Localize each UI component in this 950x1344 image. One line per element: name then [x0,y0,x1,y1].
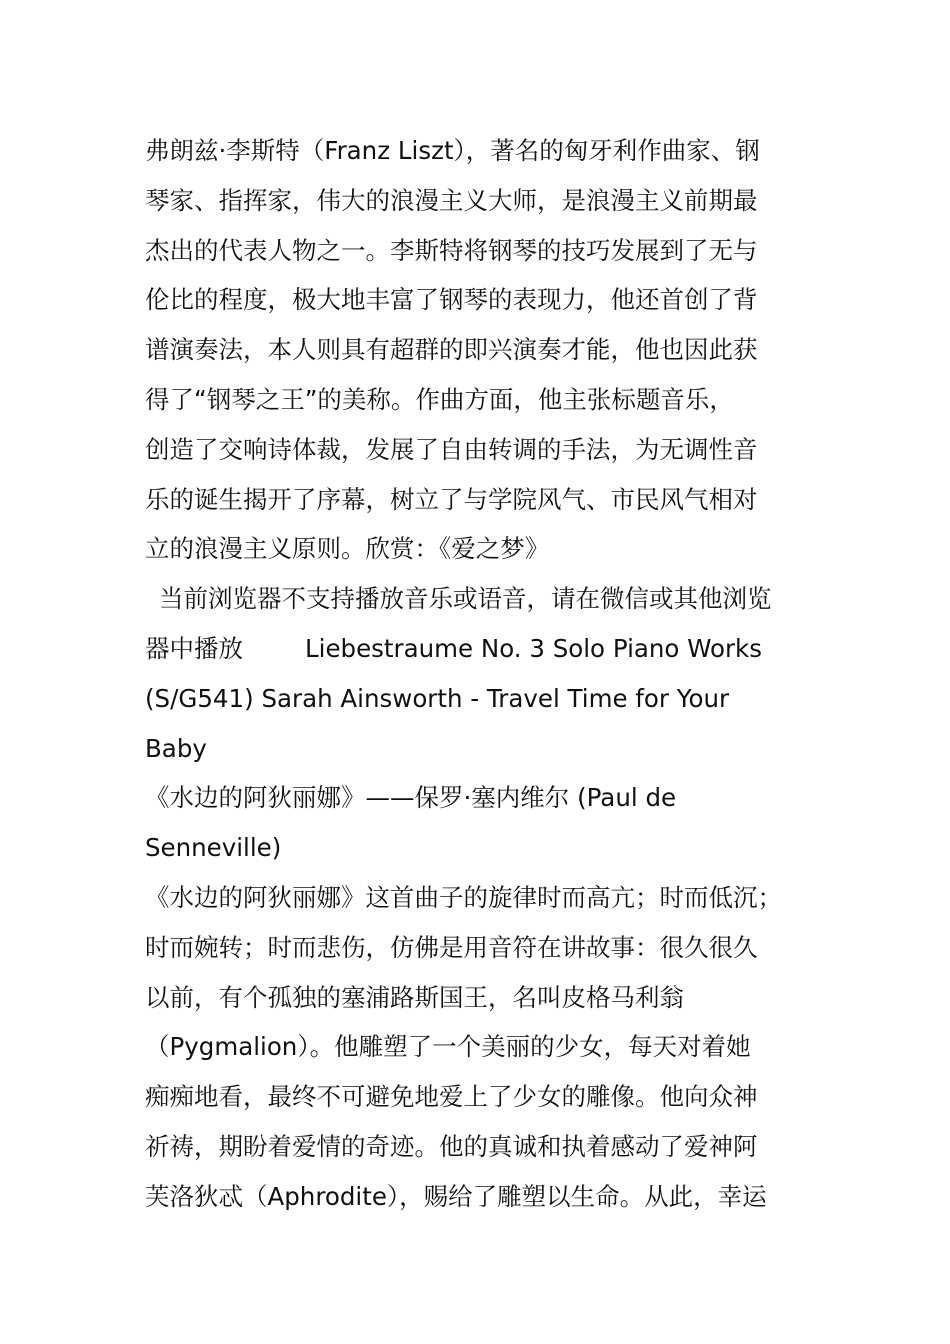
audio-unsupported-notice: 当前浏览器不支持播放音乐或语音，请在微信或其他浏览 [159,584,772,614]
text-line: 杰出的代表人物之一。李斯特将钢琴的技巧发展到了无与 [145,235,758,265]
audio-track-line [145,624,810,674]
text-line: 芙洛狄忒（Aphrodite），赐给了雕塑以生命。从此，幸运 [145,1181,767,1211]
section-heading [145,773,810,873]
text-line: 立的浪漫主义原则。欣赏：《爱之梦》 [145,534,550,564]
text-line: 以前，有个孤独的塞浦路斯国王，名叫皮格马利翁 [145,982,684,1012]
audio-track-detail: (S/G541) Sarah Ainsworth - Travel Time for Your [145,683,730,713]
text-line: （Pygmalion）。他雕塑了一个美丽的少女，每天对着她 [145,1032,751,1062]
text-line: 伦比的程度，极大地丰富了钢琴的表现力，他还首创了背 [145,285,758,315]
heading-line: Senneville) [145,833,282,863]
text-line: 琴家、指挥家，伟大的浪漫主义大师，是浪漫主义前期最 [145,185,758,215]
text-line: 时而婉转；时而悲伤，仿佛是用音符在讲故事：很久很久 [145,932,758,962]
text-line: 谱演奏法，本人则具有超群的即兴演奏才能，他也因此获 [145,335,758,365]
text-line: 乐的诞生揭开了序幕，树立了与学院风气、市民风气相对 [145,484,758,514]
text-line: 得了“钢琴之王”的美称。作曲方面，他主张标题音乐， [145,384,734,414]
liszt-paragraph [145,126,810,574]
text-line: 弗朗兹·李斯特（Franz Liszt），著名的匈牙利作曲家、钢 [145,136,760,165]
document-body [145,126,810,1222]
text-line: 创造了交响诗体裁，发展了自由转调的手法，为无调性音 [145,434,758,464]
text-line: 祈祷，期盼着爱情的奇迹。他的真诚和执着感动了爱神阿 [145,1131,758,1161]
text-line: 痴痴地看，最终不可避免地爱上了少女的雕像。他向众神 [145,1082,758,1112]
audio-notice [145,574,810,773]
text-line: 《水边的阿狄丽娜》这首曲子的旋律时而高亢；时而低沉； [145,882,782,912]
audio-notice-end: 器中播放 [145,633,243,663]
audio-track-title: Liebestraume No. 3 Solo Piano Works [305,633,762,663]
audio-track-detail: Baby [145,733,207,763]
heading-line: 《水边的阿狄丽娜》——保罗·塞内维尔 (Paul de [145,783,677,813]
adeline-paragraph [145,873,810,1222]
